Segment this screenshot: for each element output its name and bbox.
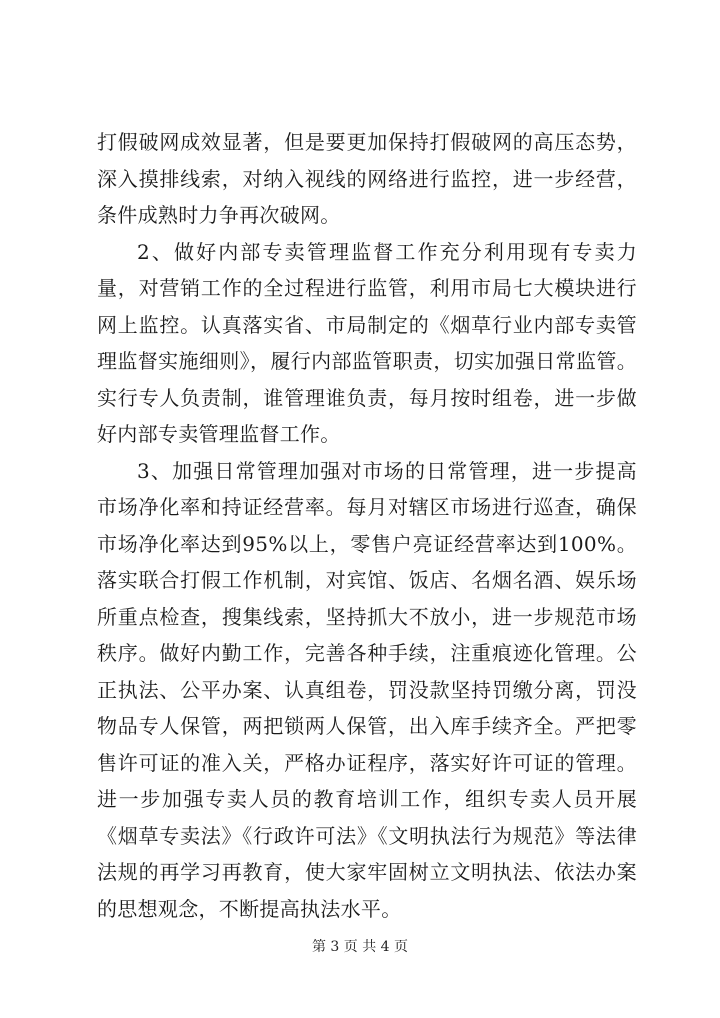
page-number-footer: 第 3 页 共 4 页 <box>311 939 409 955</box>
paragraph-continuation: 打假破网成效显著，但是要更加保持打假破网的高压态势，深入摸排线索，对纳入视线的网络进行监控，进一步经营，条件成熟时力争再次破网。 <box>97 130 637 227</box>
body-text <box>97 124 637 927</box>
paragraph-internal-supervision: 2、做好内部专卖管理监督工作充分利用现有专卖力量，对营销工作的全过程进行监管，利用市局七大模块进行网上监控。认真落实省、市局制定的《烟草行业内部专卖管理监督实施细则》，履行内部监管职责，切实加强日常监管。实行专人负责制，谁管理谁负责，每月按时组卷，进一步做好内部专卖管理监督工作。 <box>97 239 637 446</box>
paragraph-daily-management: 3、加强日常管理加强对市场的日常管理，进一步提高市场净化率和持证经营率。每月对辖区市场进行巡查，确保市场净化率达到95%以上，零售户亮证经营率达到100%。落实联合打假工作机制，对宾馆、饭店、名烟名酒、娱乐场所重点检查，搜集线索，坚持抓大不放小，进一步规范市场秩序。做好内勤工作，完善各种手续，注重痕迹化管理。公正执法、公平办案、认真组卷，罚没款坚持罚缴分离，罚没物品专人保管，两把锁两人保管，出入库手续齐全。严把零售许可证的准入关，严格办证程序，落实好许可证的管理。进一步加强专卖人员的教育培训工作，组织专卖人员开展《烟草专卖法》《行政许可法》《文明执法行为规范》等法律法规的再学习再教育，使大家牢固树立文明执法、依法办案的思想观念，不断提高执法水平。 <box>97 458 637 921</box>
